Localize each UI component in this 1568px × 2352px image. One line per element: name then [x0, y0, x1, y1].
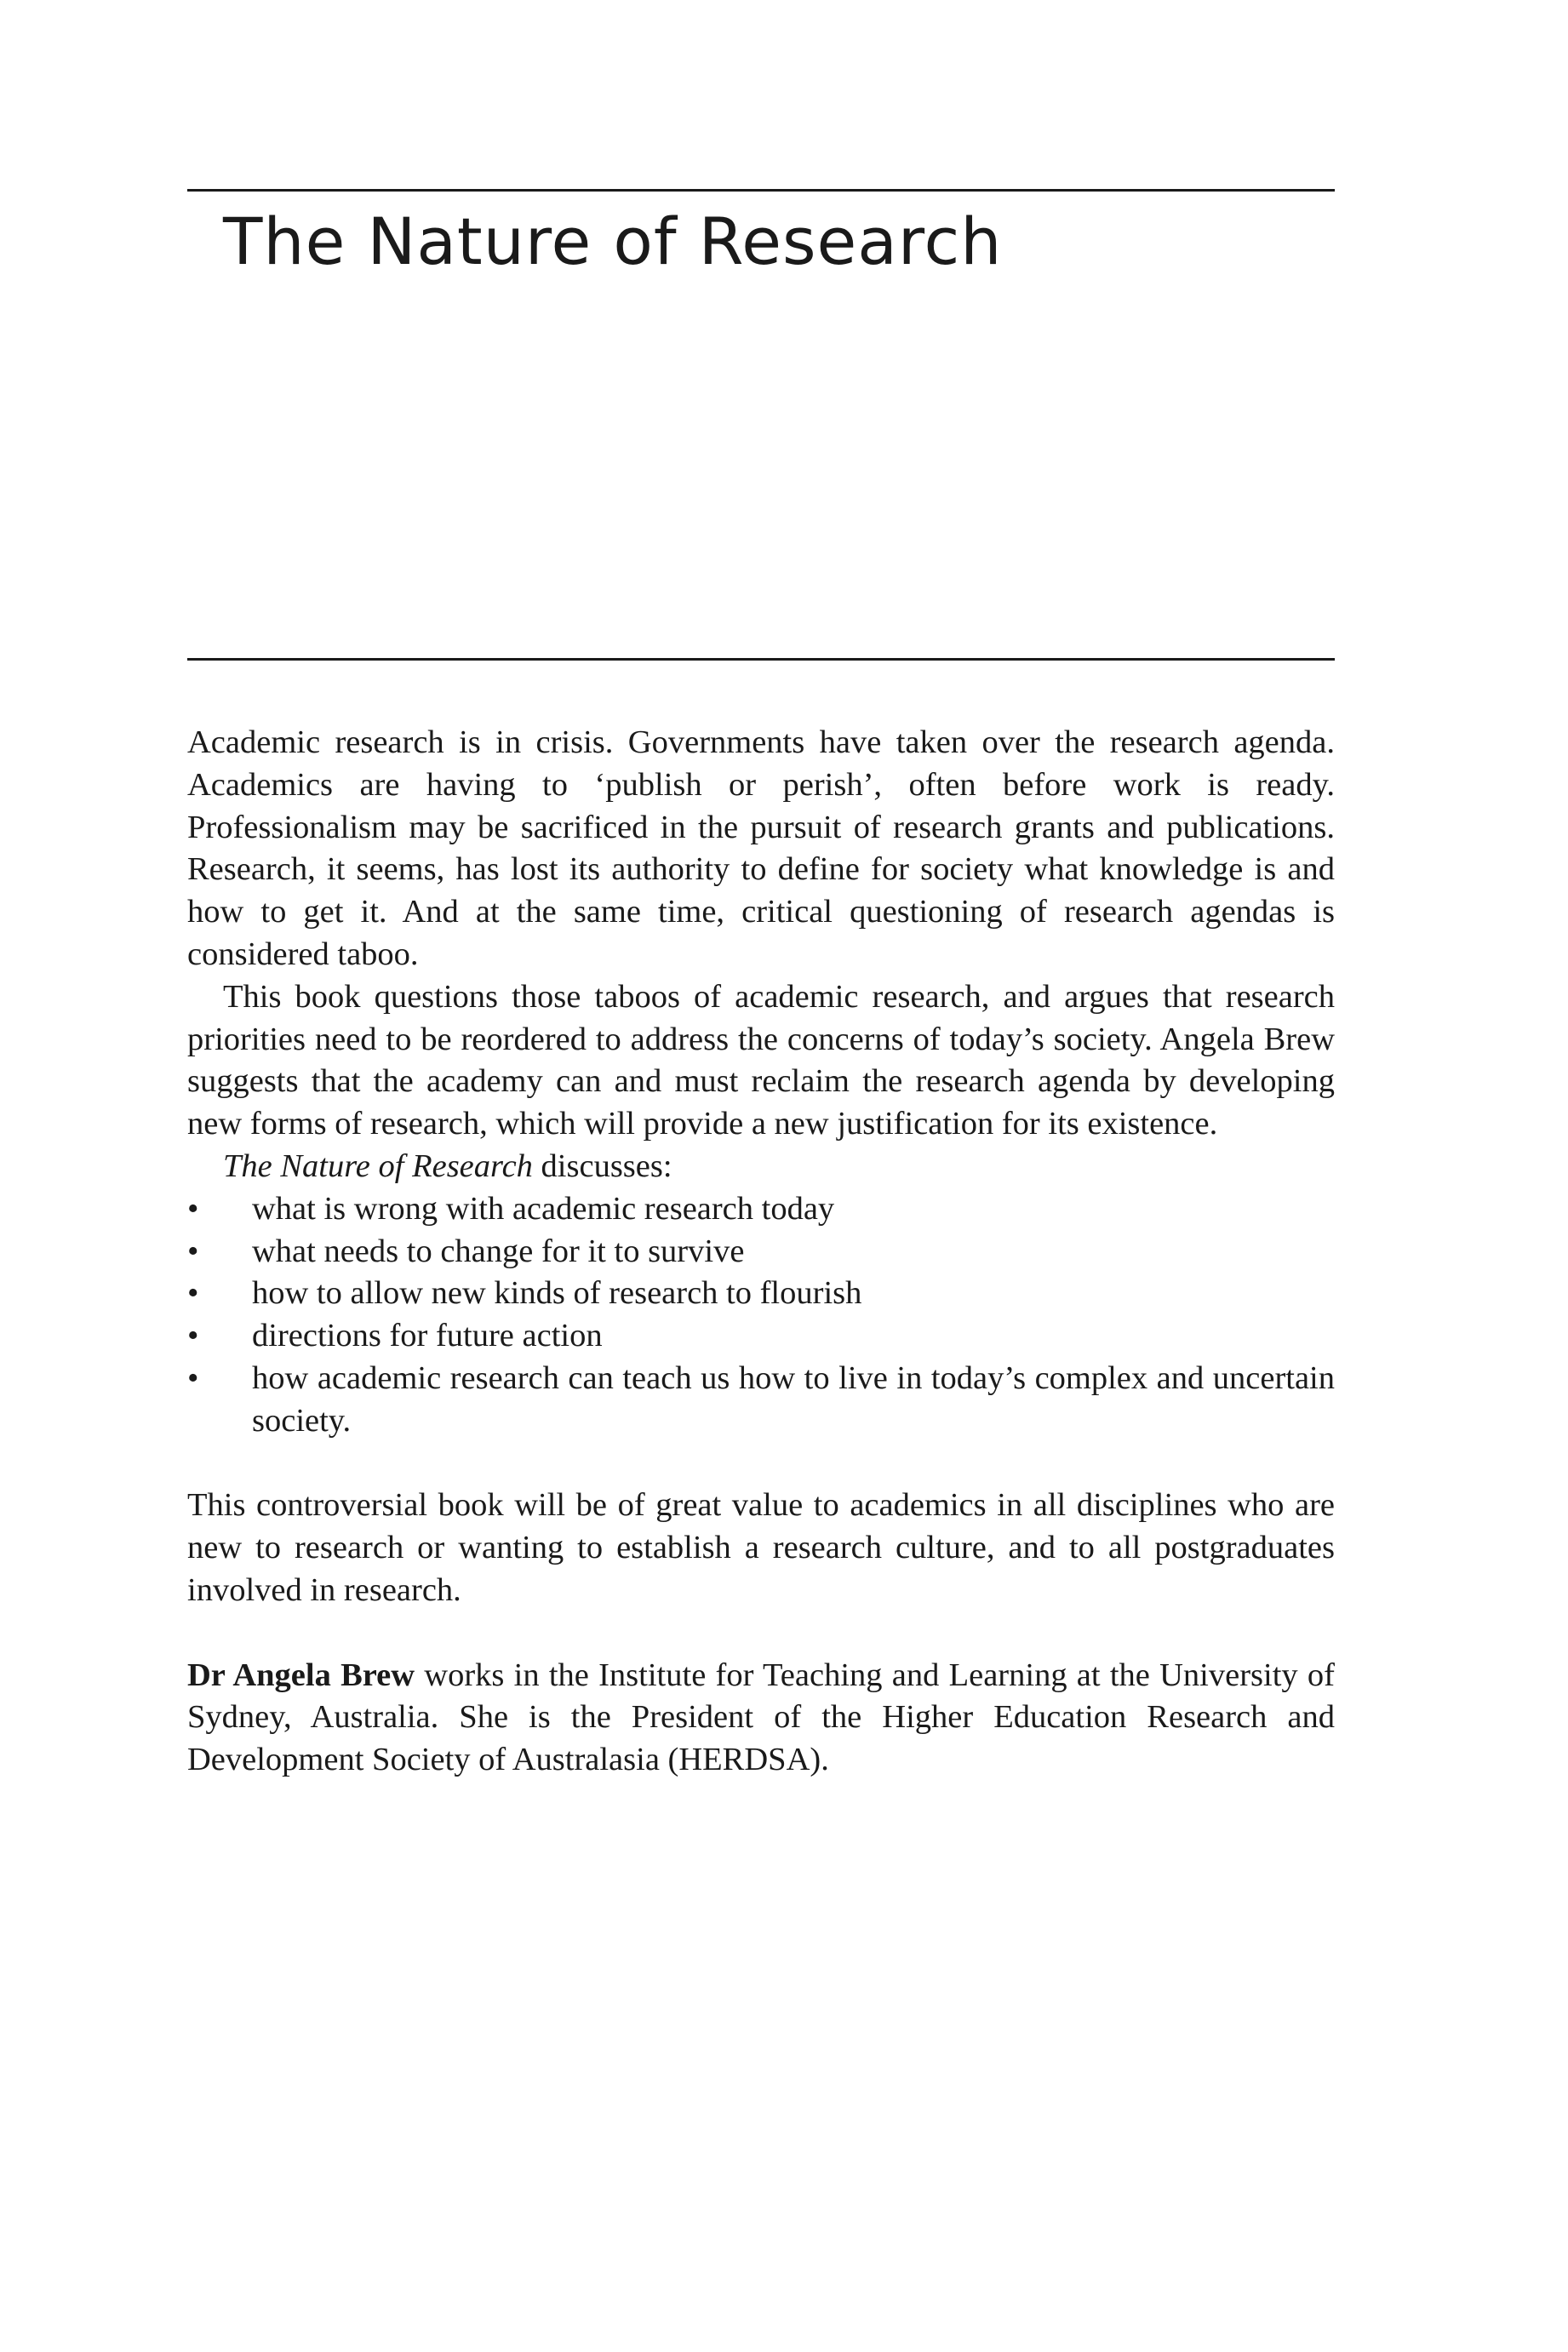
list-item-text: what is wrong with academic research today [252, 1190, 835, 1227]
top-rule [187, 189, 1335, 192]
paragraph-taboos: This book questions those taboos of academic research, and argues that research priorities need to be reordered to address the concerns of today’s society. Angela Brew suggests that the academy can and must reclaim the research agenda by developing new forms of research, which will provide a new justification for its existence. [187, 978, 1335, 1142]
bullet-icon: • [187, 1190, 199, 1227]
discussion-list [187, 1188, 1335, 1443]
list-item [187, 1188, 1335, 1231]
list-item [187, 1358, 1335, 1443]
page-title: The Nature of Research [223, 203, 1003, 279]
paragraph-crisis: Academic research is in crisis. Governments have taken over the research agenda. Academics are having to ‘publish or perish’, often before work is ready. Professionalism may be sacrificed in the pursuit of research grants and publications. Research, it seems, has lost its authority to define for society what knowledge is and how to get it. And at the same time, critical questioning of research agendas is considered taboo. [187, 724, 1335, 972]
discusses-suffix: discusses: [532, 1147, 672, 1184]
paragraph-closing: This controversial book will be of great value to academics in all disciplines who are new to research or wanting to establish a research culture, and to all postgraduates involved in research. [187, 1487, 1335, 1608]
bullet-icon: • [187, 1275, 199, 1312]
discusses-intro [187, 1146, 1335, 1188]
list-item [187, 1231, 1335, 1273]
list-item [187, 1273, 1335, 1315]
blurb-body [187, 722, 1335, 1782]
bullet-icon: • [187, 1233, 199, 1269]
list-item-text: how to allow new kinds of research to flourish [252, 1275, 862, 1312]
book-title-italic: The Nature of Research [223, 1147, 533, 1184]
author-name: Dr Angela Brew [187, 1657, 415, 1693]
bullet-icon: • [187, 1318, 199, 1354]
list-item-text: what needs to change for it to survive [252, 1233, 745, 1269]
list-item-text: how academic research can teach us how to live in today’s complex and uncertain society. [252, 1359, 1335, 1439]
list-item [187, 1315, 1335, 1358]
author-bio-text: works in the Institute for Teaching and Learning at the University of Sydney, Australia. She is the President of the Higher Education Research and Development Society of Australasia (HERDSA). [187, 1657, 1335, 1778]
bullet-icon: • [187, 1359, 199, 1396]
list-item-text: directions for future action [252, 1318, 603, 1354]
author-bio [187, 1655, 1335, 1782]
bottom-rule [187, 658, 1335, 661]
